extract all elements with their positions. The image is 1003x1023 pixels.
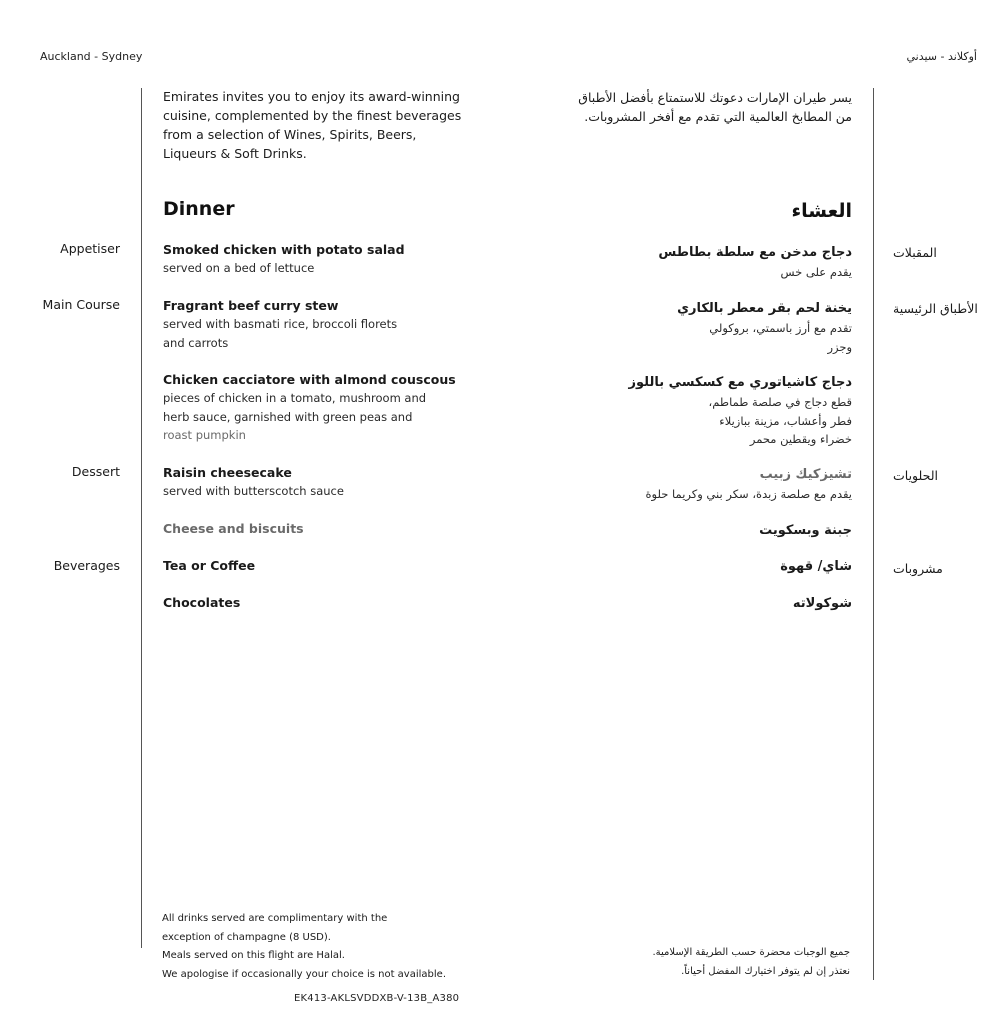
meal-title-ar: العشاء xyxy=(791,200,852,222)
menu-code: EK413-AKLSVDDXB-V-13B_A380 xyxy=(294,993,460,1004)
dish-appetiser-en: Smoked chicken with potato salad served on a bed of lettuce xyxy=(163,242,405,275)
dish-dessert1-en: Raisin cheesecake served with butterscotch sauce xyxy=(163,465,344,498)
route-label-ar: أوكلاند - سيدني xyxy=(906,50,977,63)
dish-bev2-en: Chocolates xyxy=(163,595,241,610)
dish-dessert2-ar: جبنة وبسكويت xyxy=(759,523,852,538)
category-dessert-en: Dessert xyxy=(71,464,120,479)
dish-bev2-ar: شوكولاته xyxy=(792,596,852,611)
dish-main1-en: Fragrant beef curry stew served with basmati rice, broccoli florets and carrots xyxy=(163,298,398,350)
intro-text-ar: يسر طيران الإمارات دعوتك للاستمتاع بأفضل الأطباق من المطابخ العالمية التي تقدم مع أفخر المشروبات. xyxy=(578,90,852,124)
dish-dessert1-ar: تشيزكيك زبيب يقدم مع صلصة زبدة، سكر بني وكريما حلوة xyxy=(645,467,852,501)
left-column-divider xyxy=(141,88,142,948)
meal-title-en: Dinner xyxy=(163,198,235,220)
category-beverages-ar: مشروبات xyxy=(893,561,943,576)
category-beverages-en: Beverages xyxy=(53,558,120,573)
right-column-divider xyxy=(873,88,874,980)
dish-bev1-ar: شاي/ قهوة xyxy=(780,559,852,574)
dish-main1-ar: يخنة لحم بقر معطر بالكاري تقدم مع أرز باسمتي، بروكولي وجزر xyxy=(677,301,852,354)
dish-bev1-en: Tea or Coffee xyxy=(163,558,256,573)
footer-notes-ar: جميع الوجبات محضرة حسب الطريقة الإسلامية. نعتذر إن لم يتوفر اختيارك المفضل أحياناً. xyxy=(652,947,850,977)
dish-main2-en: Chicken cacciatore with almond couscous pieces of chicken in a tomato, mushroom and herb sauce, garnished with green peas and roast pumpkin xyxy=(163,372,456,442)
footer-notes-en: All drinks served are complimentary with the exception of champagne (8 USD). Meals served on this flight are Halal. We apologise if occasionally your choice is not available. xyxy=(162,913,446,980)
category-dessert-ar: الحلويات xyxy=(893,468,939,483)
route-label-en: Auckland - Sydney xyxy=(40,50,143,63)
category-appetiser-ar: المقبلات xyxy=(893,245,937,260)
dish-appetiser-ar: دجاج مدخن مع سلطة بطاطس يقدم على خس xyxy=(658,245,852,279)
dish-dessert2-en: Cheese and biscuits xyxy=(163,521,304,536)
category-appetiser-en: Appetiser xyxy=(60,241,120,256)
category-main-en: Main Course xyxy=(42,297,120,312)
category-main-ar: الأطباق الرئيسية xyxy=(893,301,978,316)
dish-main2-ar: دجاج كاشياتوري مع كسكسي باللوز قطع دجاج في صلصة طماطم، فطر وأعشاب، مزينة ببازيلاء خضراء ويقطين محمر xyxy=(628,375,852,446)
intro-text-en: Emirates invites you to enjoy its award-winning cuisine, complemented by the finest beverages from a selection of Wines, Spirits, Beers, Liqueurs & Soft Drinks. xyxy=(163,89,462,161)
